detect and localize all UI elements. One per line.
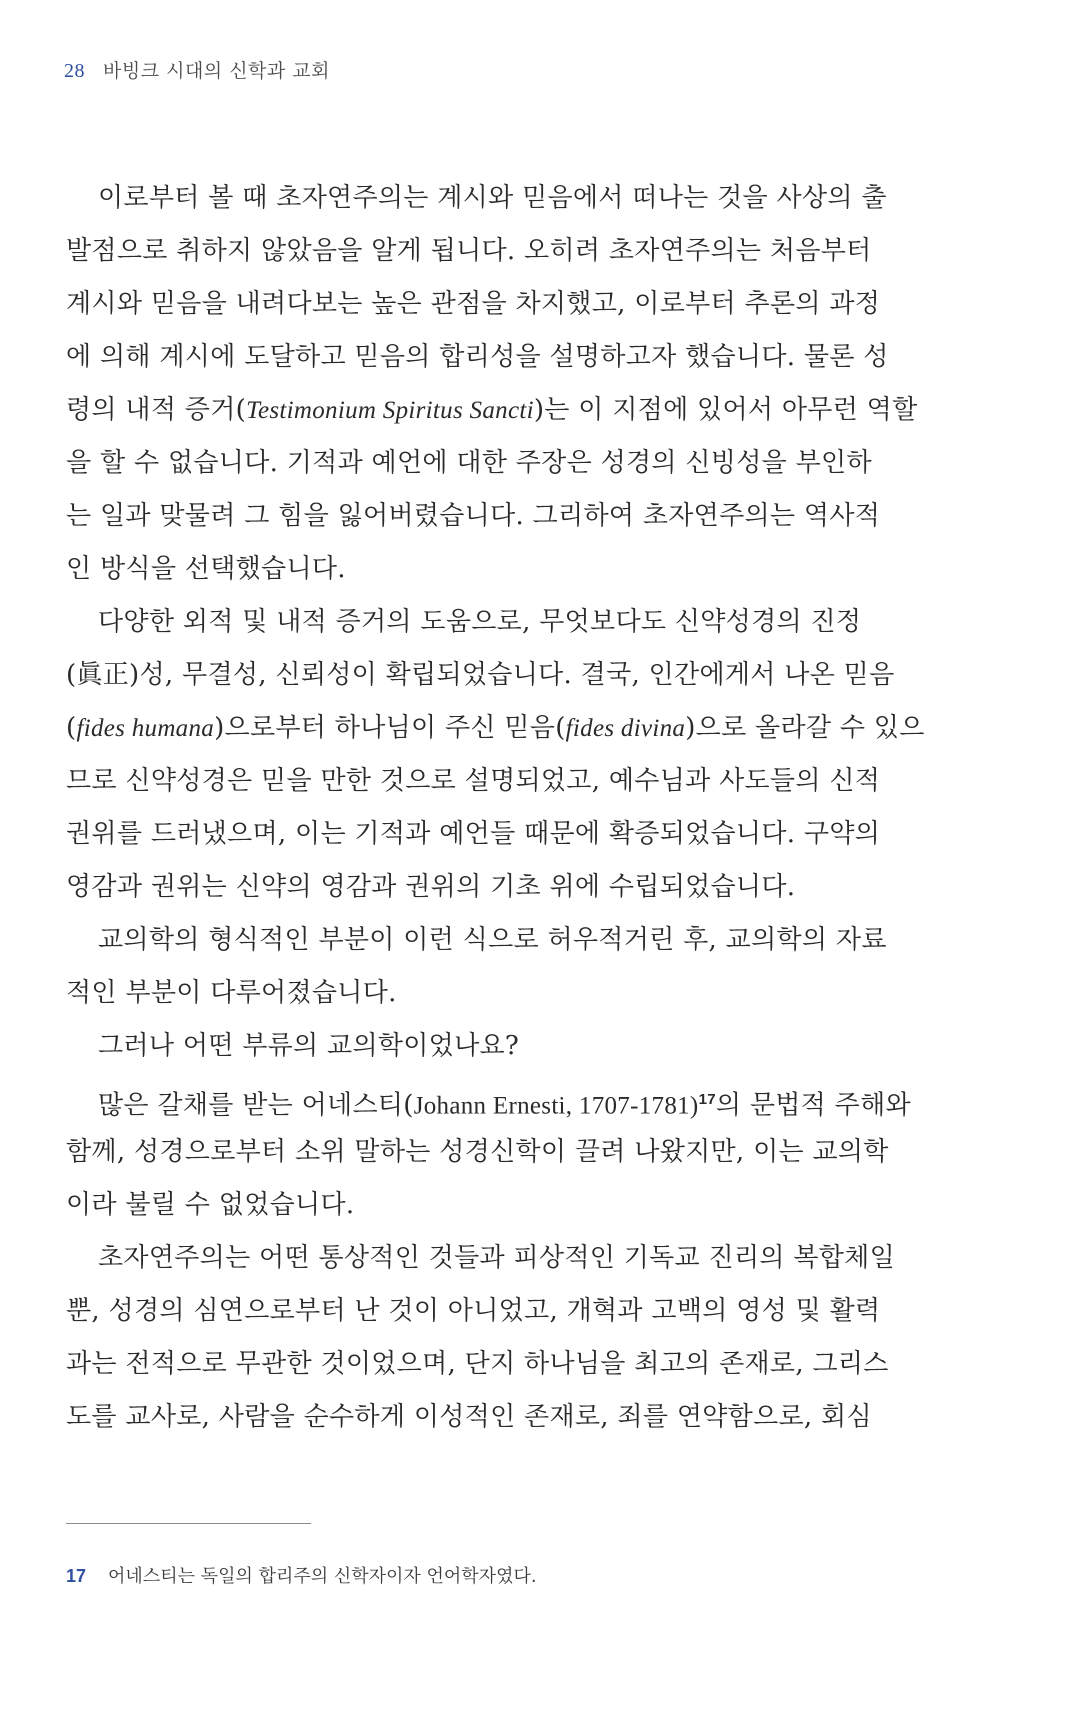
page-number: 28 bbox=[64, 60, 85, 82]
latin-term: fides divina bbox=[565, 715, 686, 742]
footnote-number: 17 bbox=[66, 1566, 87, 1586]
text-line: 적인 부분이 다루어졌습니다. bbox=[66, 978, 397, 1008]
text-line: 도를 교사로, 사람을 순수하게 이성적인 존재로, 죄를 연약함으로, 회심 bbox=[66, 1402, 872, 1432]
running-head bbox=[64, 56, 330, 83]
text-line: 계시와 믿음을 내려다보는 높은 관점을 차지했고, 이로부터 추론의 과정 bbox=[66, 289, 881, 319]
text-line: 이로부터 볼 때 초자연주의는 계시와 믿음에서 떠나는 것을 사상의 출 bbox=[98, 183, 887, 213]
paragraph bbox=[66, 1232, 936, 1444]
text-line: 이라 불릴 수 없었습니다. bbox=[66, 1190, 355, 1220]
paragraph bbox=[66, 596, 936, 914]
text-line: 그러나 어떤 부류의 교의학이었나요? bbox=[98, 1031, 520, 1061]
latin-name: Johann Ernesti, 1707-1781) bbox=[413, 1092, 699, 1120]
paragraph bbox=[66, 1020, 936, 1073]
text-line: 다양한 외적 및 내적 증거의 도움으로, 무엇보다도 신약성경의 진정 bbox=[98, 607, 862, 637]
text-line: (fides humana)으로부터 하나님이 주신 믿음(fides divina)으로 올라갈 수 있으 bbox=[66, 713, 925, 743]
text-line: 많은 갈채를 받는 어네스티(Johann Ernesti, 1707-1781)$^{17}$의 문법적 주해와 bbox=[98, 1090, 911, 1121]
text-line: 을 할 수 없습니다. 기적과 예언에 대한 주장은 성경의 신빙성을 부인하 bbox=[66, 448, 872, 478]
text-line: 과는 전적으로 무관한 것이었으며, 단지 하나님을 최고의 존재로, 그리스 bbox=[66, 1349, 889, 1379]
text-line: 는 일과 맞물려 그 힘을 잃어버렸습니다. 그리하여 초자연주의는 역사적 bbox=[66, 501, 881, 531]
paragraph bbox=[66, 172, 936, 596]
latin-term: fides humana bbox=[76, 715, 215, 742]
latin-term: Testimonium Spiritus Sancti bbox=[246, 397, 534, 424]
footnote-reference[interactable]: 17 bbox=[698, 1091, 716, 1108]
paragraph bbox=[66, 914, 936, 1020]
footnote bbox=[66, 1562, 537, 1588]
book-title: 바빙크 시대의 신학과 교회 bbox=[103, 60, 331, 82]
footnote-text: 어네스티는 독일의 합리주의 신학자이자 언어학자였다. bbox=[108, 1566, 537, 1587]
text-line: 뿐, 성경의 심연으로부터 난 것이 아니었고, 개혁과 고백의 영성 및 활력 bbox=[66, 1296, 881, 1326]
text-line: 함께, 성경으로부터 소위 말하는 성경신학이 끌려 나왔지만, 이는 교의학 bbox=[66, 1137, 889, 1167]
text-line: 영감과 권위는 신약의 영감과 권위의 기초 위에 수립되었습니다. bbox=[66, 872, 796, 902]
paragraph bbox=[66, 1073, 936, 1232]
footnote-divider bbox=[66, 1523, 311, 1524]
text-line: 권위를 드러냈으며, 이는 기적과 예언들 때문에 확증되었습니다. 구약의 bbox=[66, 819, 881, 849]
text-line: 인 방식을 선택했습니다. bbox=[66, 554, 346, 584]
text-line: 령의 내적 증거(Testimonium Spiritus Sancti)는 이 지점에 있어서 아무런 역할 bbox=[66, 395, 918, 425]
text-line: (眞正)성, 무결성, 신뢰성이 확립되었습니다. 결국, 인간에게서 나온 믿음 bbox=[66, 660, 895, 690]
text-line: 초자연주의는 어떤 통상적인 것들과 피상적인 기독교 진리의 복합체일 bbox=[98, 1243, 896, 1273]
text-line: 교의학의 형식적인 부분이 이런 식으로 허우적거린 후, 교의학의 자료 bbox=[98, 925, 887, 955]
text-line: 에 의해 계시에 도달하고 믿음의 합리성을 설명하고자 했습니다. 물론 성 bbox=[66, 342, 889, 372]
body-text bbox=[66, 172, 936, 1444]
text-line: 므로 신약성경은 믿을 만한 것으로 설명되었고, 예수님과 사도들의 신적 bbox=[66, 766, 881, 796]
text-line: 발점으로 취하지 않았음을 알게 됩니다. 오히려 초자연주의는 처음부터 bbox=[66, 236, 872, 266]
